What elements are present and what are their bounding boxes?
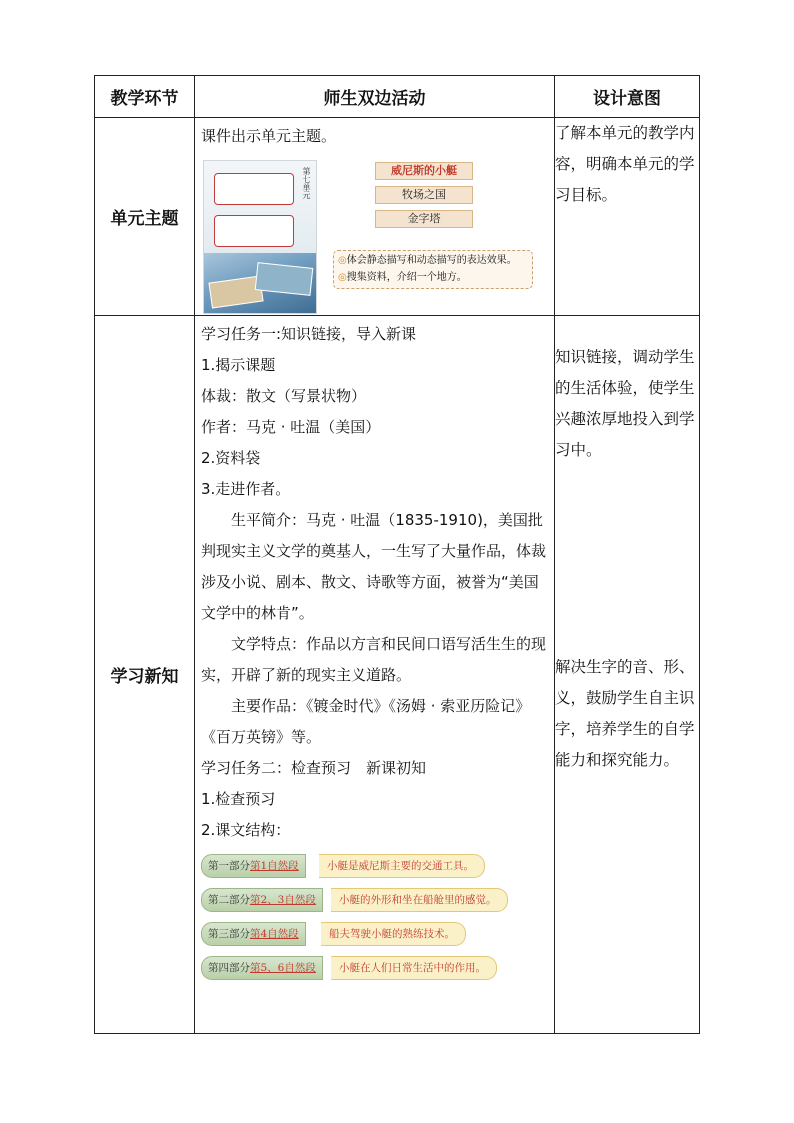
goal-1: 体会静态描写和动态描写的表达效果。 xyxy=(346,255,517,266)
task2-title: 学习任务二：检查预习 新课初知 xyxy=(201,759,427,777)
lesson-tag-3: 金字塔 xyxy=(375,210,473,228)
structure-row: 第三部分第4自然段 船夫驾驶小艇的熟练技术。 xyxy=(201,920,554,948)
intent-new-knowledge xyxy=(555,316,700,1034)
goal-2: 搜集资料，介绍一个地方。 xyxy=(346,272,467,283)
structure-row: 第一部分第1自然段 小艇是威尼斯主要的交通工具。 xyxy=(201,852,554,880)
lesson-tag-2: 牧场之国 xyxy=(375,186,473,204)
row-label-unit-theme: 单元主题 xyxy=(95,118,195,316)
row-new-knowledge xyxy=(95,316,700,1034)
genre-line: 体裁：散文（写景状物） xyxy=(201,387,367,405)
preview-check: 1.检查预习 xyxy=(201,790,276,808)
intent-knowledge-link: 知识链接，调动学生的生活体验，使学生兴趣浓厚地投入到学习中。 xyxy=(555,348,695,459)
meet-author-line: 3.走进作者。 xyxy=(201,480,291,498)
lesson-tag-1: 威尼斯的小艇 xyxy=(375,162,473,180)
structure-title: 2.课文结构： xyxy=(201,821,291,839)
author-line: 作者：马克 · 吐温（美国） xyxy=(201,418,381,436)
header-stage: 教学环节 xyxy=(95,76,195,118)
intent-unit-theme: 了解本单元的教学内容，明确本单元的学习目标。 xyxy=(555,118,700,316)
intent-characters: 解决生字的音、形、义，鼓励学生自主识字，培养学生的自学能力和探究能力。 xyxy=(555,658,695,769)
materials-line: 2.资料袋 xyxy=(201,449,261,467)
structure-diagram xyxy=(195,852,554,982)
structure-row: 第四部分第5、6自然段 小艇在人们日常生活中的作用。 xyxy=(201,954,554,982)
textbook-cover xyxy=(203,160,317,314)
header-row xyxy=(95,76,700,118)
reveal-title: 1.揭示课题 xyxy=(201,356,276,374)
intro-text: 课件出示单元主题。 xyxy=(201,127,337,145)
activity-cell-new-knowledge xyxy=(195,316,555,1034)
activity-cell-unit-theme xyxy=(195,118,555,316)
header-intent: 设计意图 xyxy=(555,76,700,118)
major-works: 主要作品：《镀金时代》《汤姆 · 索亚历险记》《百万英镑》等。 xyxy=(201,697,531,746)
book-unit-label: 第七单元 xyxy=(302,167,311,199)
task1-title: 学习任务一:知识链接，导入新课 xyxy=(201,325,417,343)
header-activities: 师生双边活动 xyxy=(195,76,555,118)
structure-row: 第二部分第2、3自然段 小艇的外形和坐在船舱里的感觉。 xyxy=(201,886,554,914)
unit-theme-image xyxy=(195,156,554,314)
unit-goals-box xyxy=(333,250,533,289)
lesson-plan-table xyxy=(94,75,700,1034)
literary-features: 文学特点：作品以方言和民间口语写活生生的现实，开辟了新的现实主义道路。 xyxy=(201,635,547,684)
goal-bullet-icon: ◎ xyxy=(338,255,347,266)
author-bio: 生平简介：马克 · 吐温（1835-1910)，美国批判现实主义文学的奠基人，一生写了大量作品，体裁涉及小说、剧本、散文、诗歌等方面，被誉为“美国文学中的林肯”。 xyxy=(201,511,547,622)
goal-bullet-icon: ◎ xyxy=(338,272,347,283)
row-label-new-knowledge: 学习新知 xyxy=(95,316,195,1034)
row-unit-theme xyxy=(95,118,700,316)
